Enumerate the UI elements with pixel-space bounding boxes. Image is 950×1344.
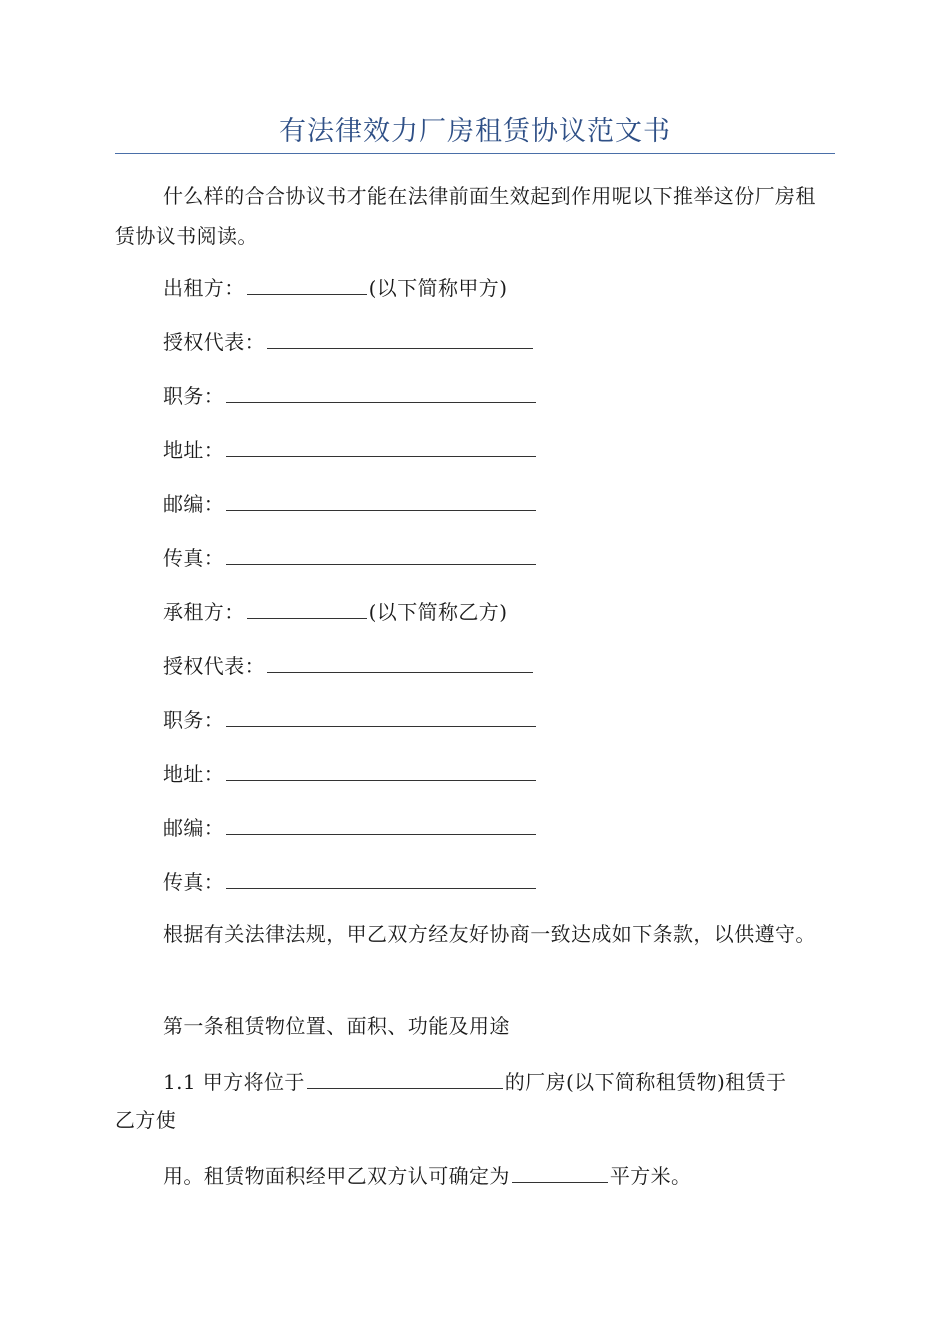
lessor-postcode-label: 邮编：	[163, 492, 225, 516]
clause-1-1-line2: 乙方使	[115, 1108, 177, 1132]
lessee-rep-line	[163, 650, 535, 680]
title-underline	[115, 153, 835, 154]
lessee-fax-line	[163, 866, 538, 896]
intro-paragraph: 什么样的合合协议书才能在法律前面生效起到作用呢以下推举这份厂房租赁协议书阅读。	[115, 184, 816, 248]
lessee-address-label: 地址：	[163, 762, 225, 786]
lessor-address-line	[163, 434, 538, 464]
lessee-line	[163, 596, 507, 626]
lessee-name-blank[interactable]	[247, 596, 367, 619]
lessor-name-blank[interactable]	[247, 272, 367, 295]
lessee-postcode-label: 邮编：	[163, 816, 225, 840]
agreement-paragraph: 根据有关法律法规，甲乙双方经友好协商一致达成如下条款，以供遵守。	[163, 922, 816, 946]
lessee-address-blank[interactable]	[226, 758, 536, 781]
lessee-address-line	[163, 758, 538, 788]
article1-heading: 第一条租赁物位置、面积、功能及用途	[163, 1014, 510, 1038]
area-blank[interactable]	[512, 1160, 608, 1183]
lessor-fax-line	[163, 542, 538, 572]
lessee-rep-label: 授权代表：	[163, 654, 265, 678]
lessee-position-line	[163, 704, 538, 734]
lessee-suffix: (以下简称乙方)	[368, 600, 508, 624]
document-title: 有法律效力厂房租赁协议范文书	[279, 116, 671, 147]
lessor-suffix: (以下简称甲方)	[368, 276, 508, 300]
lessor-position-blank[interactable]	[226, 380, 536, 403]
lessee-postcode-line	[163, 812, 538, 842]
lessor-rep-label: 授权代表：	[163, 330, 265, 354]
clause-1-1-prefix: 1.1 甲方将位于	[163, 1070, 305, 1094]
lessee-postcode-blank[interactable]	[226, 812, 536, 835]
lessee-fax-label: 传真：	[163, 870, 225, 894]
lessor-position-label: 职务：	[163, 384, 225, 408]
lessor-fax-blank[interactable]	[226, 542, 536, 565]
lessor-position-line	[163, 380, 538, 410]
clause-area-prefix: 用。租赁物面积经甲乙双方认可确定为	[163, 1164, 510, 1188]
lessor-rep-blank[interactable]	[267, 326, 533, 349]
location-blank[interactable]	[307, 1066, 503, 1089]
lessor-line	[163, 272, 507, 302]
lessor-rep-line	[163, 326, 535, 356]
clause-area-suffix: 平方米。	[609, 1164, 692, 1188]
clause-1-1-line	[163, 1066, 786, 1096]
lessor-address-label: 地址：	[163, 438, 225, 462]
lessor-postcode-blank[interactable]	[226, 488, 536, 511]
lessee-label: 承租方：	[163, 600, 245, 624]
clause-area-line	[163, 1160, 691, 1190]
lessee-rep-blank[interactable]	[267, 650, 533, 673]
lessor-address-blank[interactable]	[226, 434, 536, 457]
lessee-fax-blank[interactable]	[226, 866, 536, 889]
lessor-fax-label: 传真：	[163, 546, 225, 570]
lessee-position-blank[interactable]	[226, 704, 536, 727]
lessee-position-label: 职务：	[163, 708, 225, 732]
lessor-postcode-line	[163, 488, 538, 518]
lessor-label: 出租方：	[163, 276, 245, 300]
clause-1-1-suffix: 的厂房(以下简称租赁物)租赁于	[504, 1070, 787, 1094]
